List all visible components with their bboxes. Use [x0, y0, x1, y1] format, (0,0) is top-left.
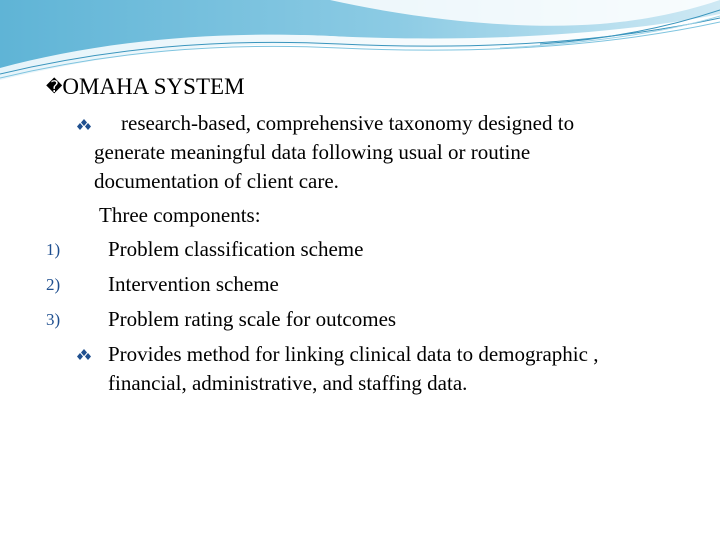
list-item-line: research-based, comprehensive taxonomy designed to [121, 111, 575, 135]
list-item-line: Problem classification scheme [108, 237, 364, 261]
list-item-line: financial, administrative, and staffing data. [108, 371, 468, 395]
list-number: 3) [46, 310, 61, 329]
list-item-line: generate meaningful data following usual or routine [94, 140, 531, 164]
list-item-line: documentation of client care. [94, 169, 339, 193]
title-text: OMAHA SYSTEM [62, 74, 245, 99]
diamond-bullet-icon [77, 118, 91, 132]
list-number: 2) [46, 275, 61, 294]
list-item-line: Intervention scheme [108, 272, 279, 296]
list-number: 1) [46, 240, 61, 259]
list-item-line: Problem rating scale for outcomes [108, 307, 397, 331]
slide-title [46, 73, 245, 101]
list-item-line: Three components: [99, 203, 261, 227]
diamond-bullet-icon [77, 348, 91, 362]
list-item-line: Provides method for linking clinical data to demographic , [108, 342, 599, 366]
title-glyph: � [46, 77, 63, 96]
